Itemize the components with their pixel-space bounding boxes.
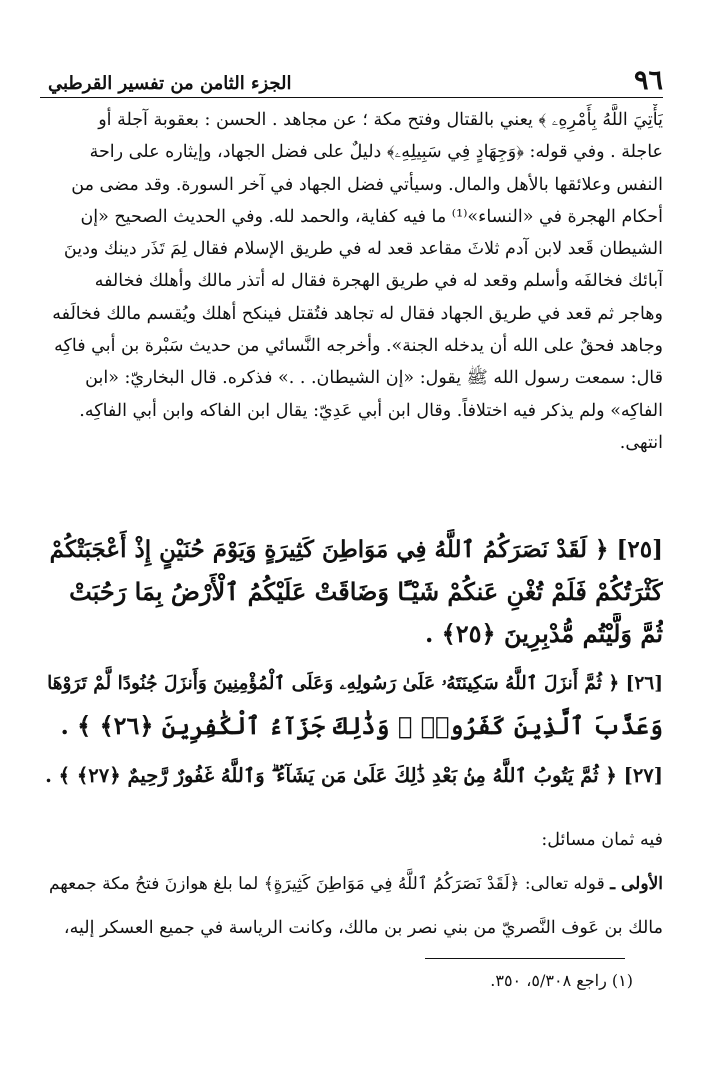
quran-verses [40,529,663,797]
text-line: مالك بن عَوف النَّصريّ من بني نصر بن مالك، وكانت الرياسة في جميع العسكر إليه، [63,918,663,938]
page-header [40,62,663,96]
text-line: النفس وعلائقها بالأهل والمال. وسيأتي فضل الجهاد في آخر السورة. وقد مضى من [71,174,663,195]
commentary-paragraph [40,104,663,459]
first-issue-label: الأولى ـ [610,874,663,894]
text-line: الشيطان قَعد لابن آدم ثلاثَ مقاعد قعد له في طريق الإسلام فقال لِمَ تَذَر دينك ودينَ [63,239,663,260]
verse-25-line: كَثْرَتُكُمْ فَلَمْ تُغْنِ عَنكُمْ شَيْـًٔا وَضَاقَتْ عَلَيْكُمُ ٱلْأَرْضُ بِمَا رَحُبَتْ [69,577,663,606]
verse-26-line: وَعَذَّبَ ٱلَّذِينَ كَفَرُوا۟ ۚ وَذَٰلِكَ جَزَآءُ ٱلْكَٰفِرِينَ ﴿٢٦﴾ ﴾ . [60,711,663,740]
header-rule [40,97,663,98]
text-line: قال: سمعت رسول الله ﷺ يقول: «إن الشيطان. . .» فذكره. قال البخاريّ: «ابن [85,368,663,389]
text-line: الفاكِه» ولم يذكر فيه اختلافاً. وقال ابن أبي عَدِيّ: يقال ابن الفاكه وابن أبي الفاكِه. [79,400,663,421]
text-line: عاجلة . وفي قوله: ﴿وَجِهَادٍ فِي سَبِيلِهِۦ﴾ دليلٌ على فضل الجهاد، وإيثاره على راحة [89,142,663,163]
verse-27-line: [٢٧] ﴿ ثُمَّ يَتُوبُ ٱللَّهُ مِنۢ بَعْدِ ذَٰلِكَ عَلَىٰ مَن يَشَآءُ ۗ وَٱللَّهُ غَفُورٌ رَّحِيمٌ ﴿٢٧﴾ ﴾ . [45,764,663,787]
verse-25-line: ثُمَّ وَلَّيْتُم مُّدْبِرِينَ ﴿٢٥﴾ . [424,619,663,648]
page-number: ٩٦ [633,65,663,96]
text-line: وجاهد فحقٌ على الله أن يدخله الجنة». وأخرجه النَّسائي من حديث سَبْرة بن أبي فاكِه [54,336,663,357]
text-line: وهاجر ثم قعد في طريق الجهاد فقال له تجاهد فتُقتل فينكح أهلك ويُقسم مالك فخالَفه [52,303,663,324]
issues-intro: فيه ثمان مسائل: [541,830,663,850]
text-line: آبائك فخالفَه وأسلم وقعد له في طريق الهجرة فقال له أتذر مالك وأهلك فخالفه [94,271,663,292]
text-line: يَأْتِيَ اللَّهُ بِأَمْرِهِۦ ﴾ يعني بالقتال وفتح مكة ؛ عن مجاهد . الحسن : بعقوبة آجلة أو [98,110,663,130]
footnote-rule [425,958,625,959]
verse-26-line: [٢٦] ﴿ ثُمَّ أَنزَلَ ٱللَّهُ سَكِينَتَهُۥ عَلَىٰ رَسُولِهِۦ وَعَلَى ٱلْمُؤْمِنِينَ وَأَنزَلَ جُنُودًا لَّمْ تَرَوْهَا [47,673,663,694]
running-title: الجزء الثامن من تفسير القرطبي [48,73,292,94]
text-line: انتهى. [619,432,663,453]
first-issue-text: قوله تعالى: ﴿لَقَدْ نَصَرَكُمُ ٱللَّهُ فِي مَوَاطِنَ كَثِيرَةٍ﴾ لما بلغ هوازنَ فتحُ مكة جمعهم [48,874,605,894]
first-issue-line [40,862,663,906]
issues-section [40,818,663,950]
text-line: أحكام الهجرة في «النساء»⁽¹⁾ ما فيه كفاية، والحمد لله. وفي الحديث الصحيح «إن [80,206,663,227]
verse-25-line: [٢٥] ﴿ لَقَدْ نَصَرَكُمُ ٱللَّهُ فِي مَوَاطِنَ كَثِيرَةٍ وَيَوْمَ حُنَيْنٍ إِذْ أَعْجَبَتْكُمْ [49,536,663,563]
footnote: (١) راجع ٥/٣٠٨، ٣٥٠. [490,971,633,990]
